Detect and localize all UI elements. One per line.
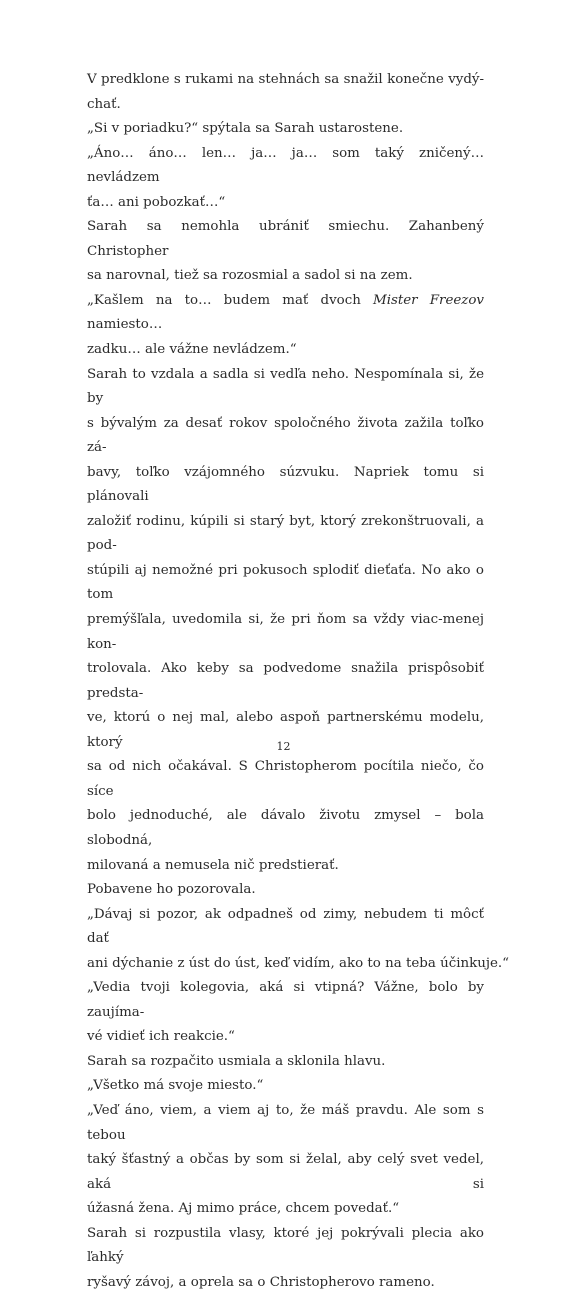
text-line: V predklone s rukami na stehnách sa snažil konečne vydý- <box>87 72 484 87</box>
text-line: chať. <box>87 96 121 112</box>
text-line: milovaná a nemusela nič predstierať. <box>87 857 339 873</box>
text-line: bolo jednoduché, ale dávalo životu zmysel – bola slobodná, <box>87 808 484 848</box>
text-line: „Všetko má svoje miesto.“ <box>87 1078 264 1094</box>
text-line: „Veď áno, viem, a viem aj to, že máš pravdu. Ale som s tebou <box>87 1102 484 1143</box>
text-line: taký šťastný a občas by som si želal, aby celý svet vedel, aká si <box>87 1152 484 1192</box>
text-line: ani dýchanie z úst do úst, keď vidím, ako to na teba účinkuje.“ <box>87 955 510 971</box>
text-line: Sarah sa rozpačito usmiala a sklonila hlavu. <box>87 1053 386 1069</box>
text-line: ryšavý závoj, a oprela sa o Christopherovo rameno. <box>87 1274 435 1290</box>
text-line: vé vidieť ich reakcie.“ <box>87 1029 235 1045</box>
text-line: Pobavene ho pozorovala. <box>87 882 256 898</box>
text-fragment: namiesto… <box>87 317 163 333</box>
text-line: Sarah si rozpustila vlasy, ktoré jej pokrývali plecia ako ľahký <box>87 1225 484 1266</box>
text-line: trolovala. Ako keby sa podvedome snažila prispôsobiť predsta- <box>87 661 484 701</box>
text-line: Sarah to vzdala a sadla si vedľa neho. Nespomínala si, že by <box>87 366 484 407</box>
page-body-text <box>87 68 510 1295</box>
text-fragment: „Kašlem na to… budem mať dvoch <box>87 292 373 308</box>
text-line: „Si v poriadku?“ spýtala sa Sarah ustarostene. <box>87 121 404 137</box>
text-line: zadku… ale vážne nevládzem.“ <box>87 342 297 358</box>
text-line: založiť rodinu, kúpili si starý byt, ktorý zrekonštruovali, a pod- <box>87 513 484 554</box>
text-line: ve, ktorú o nej mal, alebo aspoň partnerskému modelu, ktorý <box>87 710 484 750</box>
text-line: „Vedia tvoji kolegovia, aká si vtipná? Vážne, bolo by zaujíma- <box>87 980 484 1020</box>
text-line: sa od nich očakával. S Christopherom pocítila niečo, čo síce <box>87 759 484 799</box>
text-line: úžasná žena. Aj mimo práce, chcem povedať.“ <box>87 1201 400 1217</box>
text-line-with-italic <box>87 289 484 338</box>
text-line: Sarah sa nemohla ubrániť smiechu. Zahanbený Christopher <box>87 219 484 259</box>
text-line: „Áno… áno… len… ja… ja… som taký zničený… nevládzem <box>87 145 484 186</box>
text-line: „Dávaj si pozor, ak odpadneš od zimy, nebudem ti môcť dať <box>87 906 484 947</box>
text-line: sa narovnal, tiež sa rozosmial a sadol si na zem. <box>87 268 413 284</box>
text-line: stúpili aj nemožné pri pokusoch splodiť dieťaťa. No ako o tom <box>87 562 484 603</box>
italic-title: Mister Freezov <box>373 292 484 308</box>
text-line: premýšľala, uvedomila si, že pri ňom sa vždy viac-menej kon- <box>87 612 484 652</box>
text-line: ťa… ani pobozkať…“ <box>87 194 226 210</box>
page-number: 12 <box>276 740 291 753</box>
text-line: s bývalým za desať rokov spoločného života zažila toľko zá- <box>87 415 484 456</box>
text-line: bavy, toľko vzájomného súzvuku. Napriek tomu si plánovali <box>87 464 484 505</box>
